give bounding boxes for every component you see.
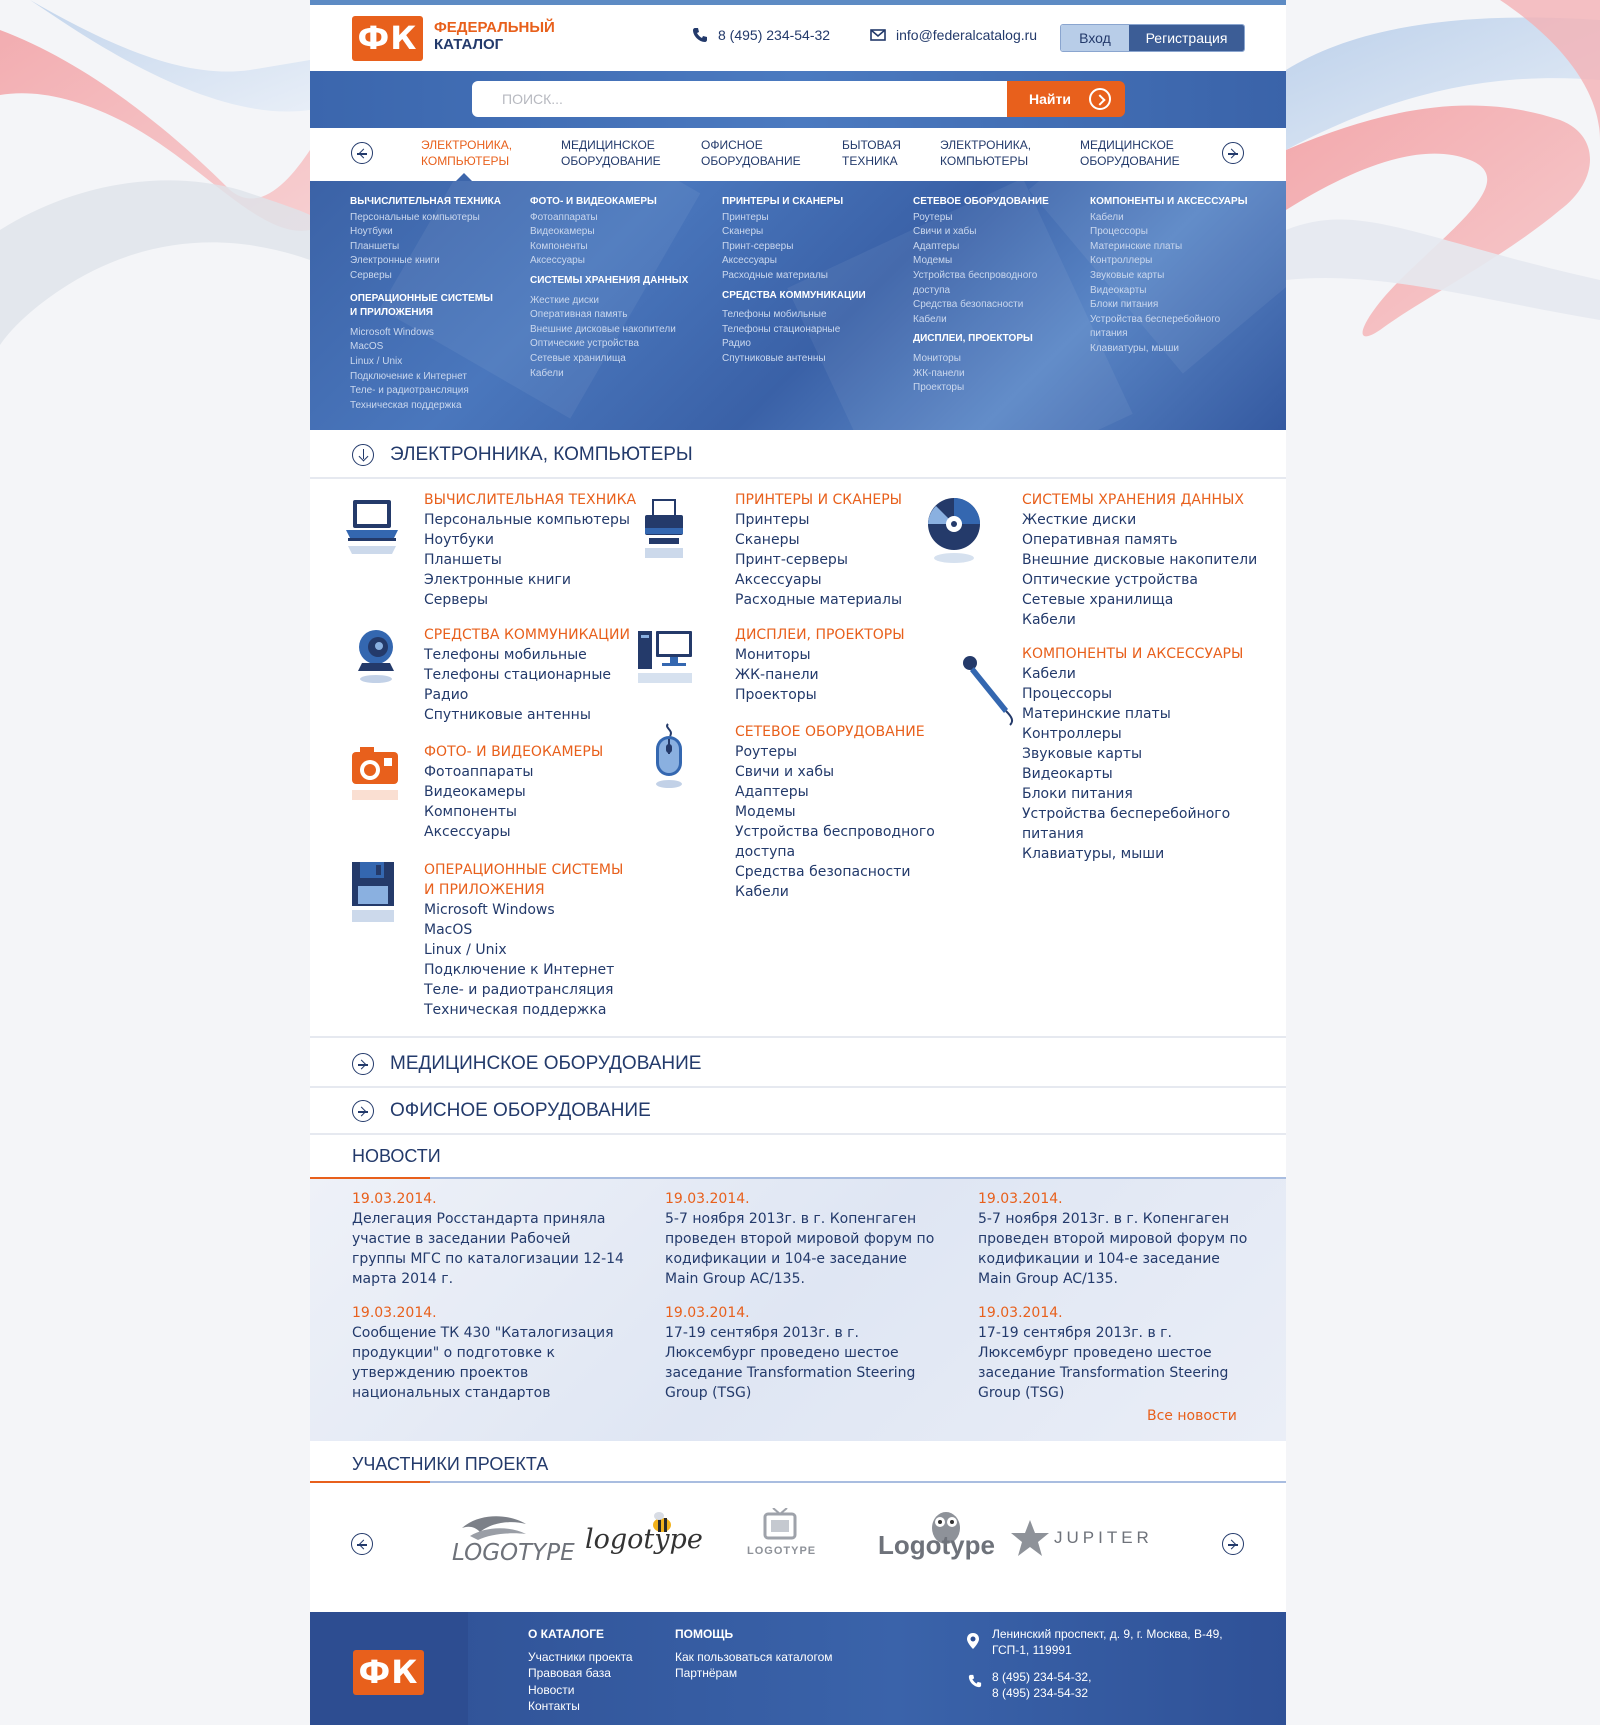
- category-title[interactable]: ПРИНТЕРЫ И СКАНЕРЫ: [735, 492, 902, 508]
- footer-col-help: [675, 1626, 833, 1682]
- partners-next-icon[interactable]: [1222, 1533, 1244, 1555]
- category-title[interactable]: СРЕДСТВА КОММУНИКАЦИИ: [424, 627, 630, 643]
- mega-link[interactable]: Microsoft Windows: [350, 326, 434, 338]
- category-title[interactable]: ДИСПЛЕИ, ПРОЕКТОРЫ: [735, 627, 905, 643]
- mega-col-2: [530, 195, 688, 381]
- category-link[interactable]: Устройства беспроводного: [735, 824, 935, 840]
- category-link[interactable]: Контроллеры: [1022, 726, 1122, 742]
- category-link[interactable]: Клавиатуры, мыши: [1022, 846, 1165, 862]
- footer: [310, 1612, 1286, 1725]
- partners-underline: [310, 1481, 1286, 1483]
- partner-logo-text: Logotype: [878, 1530, 995, 1560]
- footer-col-about: [528, 1626, 633, 1715]
- category-link[interactable]: Сетевые хранилища: [1022, 592, 1174, 608]
- disc-icon: [924, 494, 984, 566]
- category-photo: [424, 742, 603, 842]
- star-icon: [1010, 1518, 1050, 1558]
- mega-link[interactable]: Фотоаппараты: [530, 211, 598, 223]
- category-link[interactable]: Сканеры: [735, 532, 800, 548]
- mega-link[interactable]: Мониторы: [913, 352, 961, 364]
- mega-heading[interactable]: ДИСПЛЕИ, ПРОЕКТОРЫ: [913, 333, 1033, 345]
- mega-link[interactable]: Планшеты: [350, 240, 400, 252]
- category-link[interactable]: Видеокарты: [1022, 766, 1113, 782]
- mega-link[interactable]: Кабели: [913, 313, 947, 325]
- category-tabs: [310, 128, 1286, 181]
- logo-line-2: КАТАЛОГ: [434, 36, 504, 53]
- category-link[interactable]: Видеокамеры: [424, 784, 526, 800]
- news-item[interactable]: [352, 1303, 624, 1403]
- news-text: Делегация Росстандарта приняла участие в заседании Рабочей группы МГС по каталогизации 12-14 марта 2014 г.: [352, 1211, 624, 1287]
- mega-link[interactable]: Сетевые хранилища: [530, 352, 626, 364]
- footer-phone: 8 (495) 234-54-32,: [992, 1670, 1092, 1684]
- category-link[interactable]: Расходные материалы: [735, 592, 902, 608]
- news-text: 17-19 сентября 2013г. в г. Люксембург проведено шестое заседание Transformation Steering Group (TSG): [665, 1325, 916, 1401]
- mega-link[interactable]: Подключение к Интернет: [350, 370, 467, 382]
- news-item[interactable]: [352, 1189, 624, 1289]
- category-link[interactable]: Принтеры: [735, 512, 810, 528]
- auth-buttons: [1060, 24, 1245, 52]
- mega-link[interactable]: Жесткие диски: [530, 294, 599, 306]
- category-link[interactable]: Спутниковые антенны: [424, 707, 591, 723]
- mouse-icon: [640, 722, 700, 794]
- news-item[interactable]: [978, 1303, 1250, 1403]
- tab-medical[interactable]: МЕДИЦИНСКОЕ ОБОРУДОВАНИЕ: [561, 138, 661, 168]
- arrow-right-icon: [1089, 88, 1111, 110]
- category-link[interactable]: Кабели: [1022, 666, 1076, 682]
- mega-link[interactable]: питания: [1090, 328, 1128, 340]
- tabs-next-icon[interactable]: [1222, 142, 1244, 164]
- mega-link[interactable]: Блоки питания: [1090, 299, 1159, 311]
- partner-logo-5[interactable]: [1010, 1508, 1155, 1568]
- search-button[interactable]: [1007, 81, 1125, 117]
- mega-link[interactable]: доступа: [913, 284, 951, 296]
- mega-link[interactable]: Звуковые карты: [1090, 269, 1165, 281]
- footer-link[interactable]: Контакты: [528, 1699, 580, 1713]
- news-text: 17-19 сентября 2013г. в г. Люксембург проведено шестое заседание Transformation Steering Group (TSG): [978, 1325, 1229, 1401]
- partner-logo-text: logotype: [585, 1524, 703, 1555]
- footer-link[interactable]: Участники проекта: [528, 1649, 633, 1664]
- partner-logo-4[interactable]: [870, 1508, 995, 1568]
- category-link[interactable]: Модемы: [735, 804, 796, 820]
- category-link[interactable]: ЖК-панели: [735, 667, 819, 683]
- news-date: 19.03.2014.: [978, 1305, 1063, 1321]
- mega-menu: [310, 181, 1286, 430]
- category-link[interactable]: Серверы: [424, 592, 489, 608]
- mega-col-3: [722, 195, 866, 367]
- phone-icon: [692, 27, 708, 43]
- mega-link[interactable]: Телефоны мобильные: [722, 309, 827, 321]
- logo-badge[interactable]: ФК: [352, 16, 423, 61]
- mega-link[interactable]: Радио: [722, 338, 751, 350]
- header-email-text: info@federalcatalog.ru: [896, 27, 1038, 43]
- mega-heading[interactable]: ПРИНТЕРЫ И СКАНЕРЫ: [722, 196, 844, 207]
- category-link[interactable]: Оперативная память: [1022, 532, 1178, 548]
- footer-link[interactable]: Партнёрам: [675, 1666, 738, 1680]
- partner-logo-text: JUPITER: [1054, 1528, 1153, 1547]
- mail-icon: [870, 27, 886, 43]
- category-link[interactable]: Внешние дисковые накопители: [1022, 552, 1258, 568]
- category-link[interactable]: Мониторы: [735, 647, 811, 663]
- category-computing: [424, 490, 636, 610]
- mega-link[interactable]: Контроллеры: [1090, 255, 1153, 267]
- mega-link[interactable]: Видеокамеры: [530, 226, 595, 238]
- section-title: ОФИСНОЕ ОБОРУДОВАНИЕ: [390, 1100, 651, 1121]
- header-email[interactable]: [870, 27, 1037, 43]
- mega-link[interactable]: Электронные книги: [350, 255, 440, 267]
- category-link[interactable]: Оптические устройства: [1022, 572, 1198, 588]
- tab-office[interactable]: ОФИСНОЕ ОБОРУДОВАНИЕ: [701, 138, 801, 168]
- footer-link[interactable]: Как пользоваться каталогом: [675, 1649, 833, 1664]
- news-text: 5-7 ноября 2013г. в г. Копенгаген проведен второй мировой форум по кодификации и 104-е заседание Main Group AC/135.: [978, 1211, 1248, 1287]
- category-link[interactable]: Подключение к Интернет: [424, 962, 615, 978]
- category-link[interactable]: Персональные компьютеры: [424, 512, 630, 528]
- category-link[interactable]: Кабели: [735, 884, 789, 900]
- category-link[interactable]: Процессоры: [1022, 686, 1113, 702]
- category-link[interactable]: Аксессуары: [735, 572, 822, 588]
- category-link[interactable]: Техническая поддержка: [424, 1002, 607, 1018]
- partner-logo-text: LOGOTYPE: [747, 1545, 817, 1557]
- camera-icon: [346, 742, 406, 814]
- mega-link[interactable]: Аксессуары: [530, 255, 585, 267]
- footer-address: [992, 1626, 1223, 1658]
- footer-address-line: ГСП-1, 119991: [992, 1643, 1072, 1657]
- category-link[interactable]: Телефоны мобильные: [424, 647, 587, 663]
- category-link[interactable]: Радио: [424, 687, 469, 703]
- category-link[interactable]: Средства безопасности: [735, 864, 911, 880]
- partner-logo-2[interactable]: [585, 1508, 703, 1568]
- tab-medical-2[interactable]: МЕДИЦИНСКОЕ ОБОРУДОВАНИЕ: [1080, 138, 1180, 168]
- category-link[interactable]: питания: [1022, 826, 1084, 842]
- mega-link[interactable]: Внешние дисковые накопители: [530, 323, 676, 335]
- location-pin-icon: [966, 1632, 980, 1650]
- mega-link[interactable]: Модемы: [913, 255, 953, 267]
- mega-link[interactable]: Серверы: [350, 269, 392, 281]
- footer-link[interactable]: Новости: [528, 1682, 575, 1697]
- category-link[interactable]: Телефоны стационарные: [424, 667, 611, 683]
- mega-link[interactable]: Linux / Unix: [350, 355, 403, 367]
- news-date: 19.03.2014.: [352, 1191, 437, 1207]
- mega-link[interactable]: Спутниковые антенны: [722, 352, 826, 364]
- category-link[interactable]: Linux / Unix: [424, 942, 507, 958]
- expand-icon: [352, 1053, 374, 1075]
- category-title-2[interactable]: И ПРИЛОЖЕНИЯ: [424, 882, 545, 898]
- category-link[interactable]: Ноутбуки: [424, 532, 495, 548]
- mega-col-5: [1090, 195, 1247, 357]
- category-components: [1022, 644, 1243, 864]
- category-storage: [1022, 490, 1257, 630]
- category-link[interactable]: доступа: [735, 844, 796, 860]
- category-link[interactable]: Блоки питания: [1022, 786, 1133, 802]
- mega-link[interactable]: Проекторы: [913, 382, 965, 394]
- mega-link[interactable]: Ноутбуки: [350, 226, 393, 238]
- category-link[interactable]: Microsoft Windows: [424, 902, 555, 918]
- footer-link[interactable]: Правовая база: [528, 1666, 611, 1680]
- category-link[interactable]: Свичи и хабы: [735, 764, 835, 780]
- category-link[interactable]: Кабели: [1022, 612, 1076, 628]
- mega-link[interactable]: ЖК-панели: [913, 367, 965, 379]
- category-link[interactable]: Жесткие диски: [1022, 512, 1137, 528]
- laptop-icon: [342, 498, 402, 570]
- partner-logo-3[interactable]: [735, 1508, 825, 1568]
- category-link[interactable]: Адаптеры: [735, 784, 809, 800]
- login-button[interactable]: Вход: [1061, 25, 1129, 51]
- category-os: [424, 860, 623, 1020]
- category-title[interactable]: ОПЕРАЦИОННЫЕ СИСТЕМЫ: [424, 862, 624, 878]
- section-title: МЕДИЦИНСКОЕ ОБОРУДОВАНИЕ: [390, 1053, 702, 1074]
- news-date: 19.03.2014.: [665, 1191, 750, 1207]
- category-communication: [424, 625, 630, 725]
- category-link[interactable]: Материнские платы: [1022, 706, 1171, 722]
- mega-link[interactable]: Расходные материалы: [722, 269, 828, 281]
- section-heading-electronics[interactable]: [310, 431, 1286, 479]
- tab-electronics[interactable]: ЭЛЕКТРОНИКА, КОМПЬЮТЕРЫ: [421, 137, 536, 169]
- mega-link[interactable]: Адаптеры: [913, 240, 960, 252]
- news-date: 19.03.2014.: [352, 1305, 437, 1321]
- footer-phones: [992, 1669, 1091, 1701]
- mega-link[interactable]: Аксессуары: [722, 255, 777, 267]
- mega-link[interactable]: Клавиатуры, мыши: [1090, 342, 1180, 354]
- category-link[interactable]: Планшеты: [424, 552, 502, 568]
- floppy-disk-icon: [346, 860, 406, 932]
- register-button[interactable]: Регистрация: [1129, 25, 1244, 51]
- mega-heading[interactable]: ФОТО- И ВИДЕОКАМЕРЫ: [530, 196, 657, 207]
- section-heading-office[interactable]: [310, 1087, 1286, 1135]
- footer-heading: О КАТАЛОГЕ: [528, 1627, 605, 1641]
- news-date: 19.03.2014.: [665, 1305, 750, 1321]
- mega-link[interactable]: Компоненты: [530, 240, 588, 252]
- news-text: 5-7 ноября 2013г. в г. Копенгаген проведен второй мировой форум по кодификации и 104-е заседание Main Group AC/135.: [665, 1211, 935, 1287]
- mega-link[interactable]: Телефоны стационарные: [722, 323, 841, 335]
- category-link[interactable]: Устройства бесперебойного: [1022, 806, 1231, 822]
- category-printers: [735, 490, 902, 610]
- category-link[interactable]: Проекторы: [735, 687, 817, 703]
- category-title[interactable]: СИСТЕМЫ ХРАНЕНИЯ ДАННЫХ: [1022, 492, 1244, 508]
- mega-link[interactable]: Кабели: [530, 367, 564, 379]
- mega-link[interactable]: Оптические устройства: [530, 338, 639, 350]
- search-band: [310, 71, 1286, 128]
- mega-link[interactable]: Кабели: [1090, 211, 1124, 223]
- category-link[interactable]: Теле- и радиотрансляция: [424, 982, 614, 998]
- expand-icon: [352, 1100, 374, 1122]
- partners-prev-icon[interactable]: [351, 1533, 373, 1555]
- mega-link[interactable]: Свичи и хабы: [913, 226, 977, 238]
- category-link[interactable]: MacOS: [424, 922, 473, 938]
- mega-link[interactable]: Устройства бесперебойного: [1090, 313, 1221, 325]
- divider: [310, 1036, 1286, 1038]
- news-item[interactable]: [665, 1303, 937, 1403]
- microphone-icon: [962, 655, 1022, 727]
- category-link[interactable]: Компоненты: [424, 804, 517, 820]
- category-title[interactable]: ВЫЧИСЛИТЕЛЬНАЯ ТЕХНИКА: [424, 492, 637, 508]
- partner-logo-1[interactable]: [440, 1508, 575, 1568]
- footer-phone: 8 (495) 234-54-32: [992, 1686, 1089, 1700]
- mega-link[interactable]: Устройства беспроводного: [913, 269, 1038, 281]
- category-link[interactable]: Звуковые карты: [1022, 746, 1143, 762]
- category-link[interactable]: Аксессуары: [424, 824, 511, 840]
- mega-link[interactable]: Принт-серверы: [722, 240, 794, 252]
- header-phone-text: 8 (495) 234-54-32: [718, 27, 831, 43]
- mega-col-1: [350, 195, 501, 413]
- mega-heading[interactable]: ОПЕРАЦИОННЫЕ СИСТЕМЫ И ПРИЛОЖЕНИЯ: [350, 292, 493, 319]
- footer-heading: ПОМОЩЬ: [675, 1627, 734, 1641]
- monitor-icon: [636, 625, 696, 697]
- news-text: Сообщение ТК 430 "Каталогизация продукции" о подготовке к утверждению проектов национальных стандартов: [352, 1325, 614, 1401]
- tab-electronics-2[interactable]: ЭЛЕКТРОНИКА, КОМПЬЮТЕРЫ: [940, 138, 1032, 168]
- category-link[interactable]: Электронные книги: [424, 572, 571, 588]
- category-link[interactable]: Фотоаппараты: [424, 764, 534, 780]
- page: [310, 0, 1286, 1725]
- printer-icon: [636, 498, 696, 570]
- mega-link[interactable]: Теле- и радиотрансляция: [350, 385, 469, 397]
- search-button-label: Найти: [1029, 91, 1071, 107]
- mega-heading[interactable]: СИСТЕМЫ ХРАНЕНИЯ ДАННЫХ: [530, 274, 689, 286]
- category-title[interactable]: СЕТЕВОЕ ОБОРУДОВАНИЕ: [735, 724, 925, 740]
- news-title: НОВОСТИ: [352, 1146, 441, 1166]
- tv-icon: [735, 1508, 825, 1548]
- category-link[interactable]: Принт-серверы: [735, 552, 848, 568]
- tabs-prev-icon[interactable]: [351, 142, 373, 164]
- header-phone: [692, 27, 830, 43]
- mega-heading[interactable]: ВЫЧИСЛИТЕЛЬНАЯ ТЕХНИКА: [350, 196, 501, 207]
- phone-icon: [968, 1674, 982, 1688]
- tab-household[interactable]: БЫТОВАЯ ТЕХНИКА: [842, 138, 901, 168]
- partner-logo-text: LOGOTYPE: [452, 1540, 575, 1566]
- mega-heading[interactable]: СЕТЕВОЕ ОБОРУДОВАНИЕ: [913, 196, 1049, 207]
- category-network: [735, 722, 935, 902]
- mega-link[interactable]: Оперативная память: [530, 309, 628, 321]
- category-displays: [735, 625, 905, 705]
- logo-line-1: ФЕДЕРАЛЬНЫЙ: [434, 19, 555, 36]
- mega-col-4: [913, 195, 1049, 396]
- logo-text[interactable]: [434, 19, 555, 53]
- mega-link[interactable]: Принтеры: [722, 211, 769, 223]
- mega-link[interactable]: Роутеры: [913, 211, 953, 223]
- footer-logo[interactable]: ФК: [353, 1650, 424, 1695]
- collapse-icon: [352, 444, 374, 466]
- search-input[interactable]: [472, 81, 1007, 117]
- mega-heading[interactable]: СРЕДСТВА КОММУНИКАЦИИ: [722, 289, 866, 301]
- all-news-link[interactable]: Все новости: [1147, 1408, 1237, 1424]
- mega-link[interactable]: Техническая поддержка: [350, 399, 462, 411]
- mega-heading[interactable]: КОМПОНЕНТЫ И АКСЕССУАРЫ: [1090, 196, 1248, 207]
- mega-link[interactable]: Персональные компьютеры: [350, 211, 480, 223]
- mega-link[interactable]: Сканеры: [722, 226, 764, 238]
- section-title: ЭЛЕКТРОННИКА, КОМПЬЮТЕРЫ: [390, 444, 693, 465]
- category-title[interactable]: КОМПОНЕНТЫ И АКСЕССУАРЫ: [1022, 646, 1244, 662]
- category-link[interactable]: Роутеры: [735, 744, 798, 760]
- mega-link[interactable]: Средства безопасности: [913, 299, 1024, 311]
- mega-link[interactable]: Материнские платы: [1090, 240, 1183, 252]
- news-item[interactable]: [665, 1189, 937, 1289]
- webcam-icon: [346, 625, 406, 697]
- spacer: [350, 284, 501, 292]
- news-date: 19.03.2014.: [978, 1191, 1063, 1207]
- header: [310, 5, 1286, 71]
- section-heading-medical[interactable]: [310, 1040, 1286, 1088]
- news-item[interactable]: [978, 1189, 1250, 1289]
- partners-title: УЧАСТНИКИ ПРОЕКТА: [352, 1454, 549, 1474]
- mega-link[interactable]: Процессоры: [1090, 226, 1148, 238]
- footer-address-line: Ленинский проспект, д. 9, г. Москва, В-49,: [992, 1627, 1223, 1641]
- mega-link[interactable]: Видеокарты: [1090, 284, 1147, 296]
- category-title[interactable]: ФОТО- И ВИДЕОКАМЕРЫ: [424, 744, 604, 760]
- mega-link[interactable]: MacOS: [350, 341, 384, 353]
